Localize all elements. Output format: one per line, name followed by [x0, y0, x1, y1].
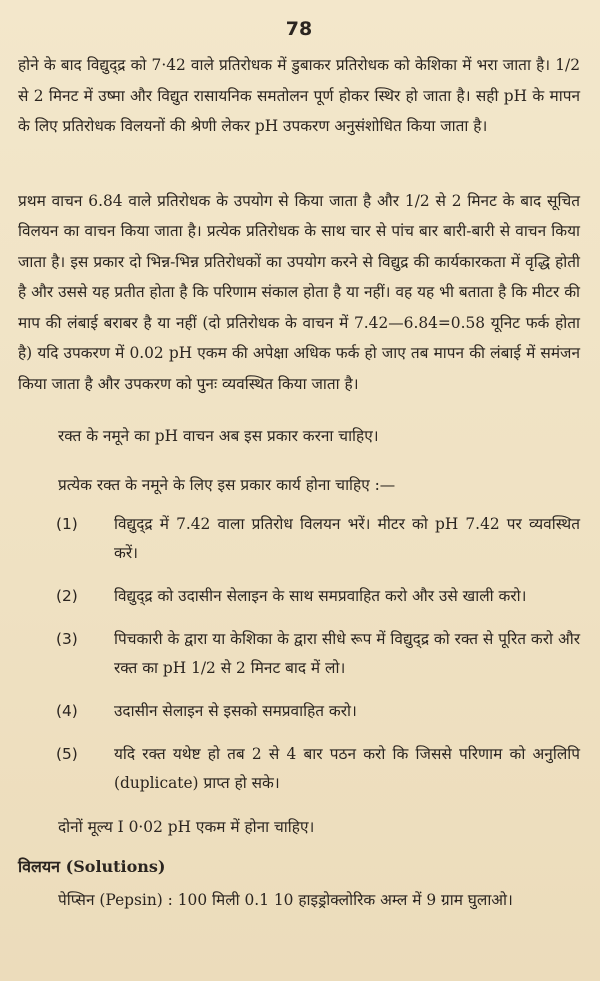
- page-number: 78: [285, 18, 313, 40]
- list-number: (2): [56, 587, 78, 605]
- list-item: [18, 740, 580, 798]
- list-number: (1): [56, 515, 78, 533]
- list-number: (3): [56, 630, 78, 648]
- list-text: विद्युद्द्र में 7.42 वाला प्रतिरोध विलयन भरें। मीटर को pH 7.42 पर व्यवस्थित करें।: [114, 515, 580, 562]
- list-text: विद्युद्द्र को उदासीन सेलाइन के साथ समप्रवाहित करो और उसे खाली करो।: [114, 587, 527, 605]
- paragraph-4: प्रत्येक रक्त के नमूने के लिए इस प्रकार कार्य होना चाहिए :—: [58, 475, 396, 494]
- list-item: [18, 510, 580, 568]
- list-text: उदासीन सेलाइन से इसको समप्रवाहित करो।: [114, 702, 357, 720]
- list-number: (5): [56, 745, 78, 763]
- paragraph-6: पेप्सिन (Pepsin) : 100 मिली 0.1 10 हाइड्रोक्लोरिक अम्ल में 9 ग्राम घुलाओ।: [58, 890, 513, 909]
- paragraph-2: प्रथम वाचन 6.84 वाले प्रतिरोधक के उपयोग से किया जाता है और 1/2 से 2 मिनट के बाद सूचित विलयन का वाचन किया जाता है। प्रत्येक प्रतिरोधक के साथ चार से पांच बार बारी-बारी से वाचन किया जाता है। इस प्रकार दो भिन्न-भिन्न प्रतिरोधकों का उपयोग करने से विद्युद्र की कार्यकारकता में वृद्धि होती है और उससे यह प्रतीत होता है कि परिणाम संकाल होता है या नहीं। वह यह भी बताता है कि मीटर की माप की लंबाई बराबर है या नहीं (दो प्रतिरोधक के वाचन में 7.42—6.84=0.58 यूनिट फर्क होता है) यदि उपकरण में 0.02 pH एकम की अपेक्षा अधिक फर्क हो जाए तब मापन की लंबाई में समंजन किया जाता है और उपकरण को पुनः व्यवस्थित किया जाता है।: [18, 191, 580, 393]
- list-number: (4): [56, 702, 78, 720]
- list-text: पिचकारी के द्वारा या केशिका के द्वारा सीधे रूप में विद्युद्द्र को रक्त से पूरित करो और रक्त का pH 1/2 से 2 मिनट बाद में लो।: [114, 630, 580, 677]
- heading-english: (Solutions): [65, 856, 166, 876]
- paragraph-5: दोनों मूल्य I 0·02 pH एकम में होना चाहिए।: [58, 818, 315, 836]
- list-item: [18, 625, 580, 683]
- list-text: यदि रक्त यथेष्ट हो तब 2 से 4 बार पठन करो कि जिससे परिणाम को अनुलिपि (duplicate) प्राप्त हो सके।: [114, 745, 580, 792]
- paragraph-1: होने के बाद विद्युद्द्र को 7·42 वाले प्रतिरोधक में डुबाकर प्रतिरोधक को केशिका में भरा जाता है। 1/2 से 2 मिनट में उष्मा और विद्युत रासायनिक समतोलन पूर्ण होकर स्थिर हो जाता है। सही pH के मापन के लिए प्रतिरोधक विलयनों की श्रेणी लेकर pH उपकरण अनुसंशोधित किया जाता है।: [18, 56, 580, 135]
- heading-hindi: विलयन: [18, 856, 61, 876]
- section-heading: [18, 853, 580, 881]
- steps-list: [18, 510, 580, 798]
- list-item: [18, 582, 580, 611]
- list-item: [18, 697, 580, 726]
- paragraph-3: रक्त के नमूने का pH वाचन अब इस प्रकार करना चाहिए।: [58, 427, 379, 445]
